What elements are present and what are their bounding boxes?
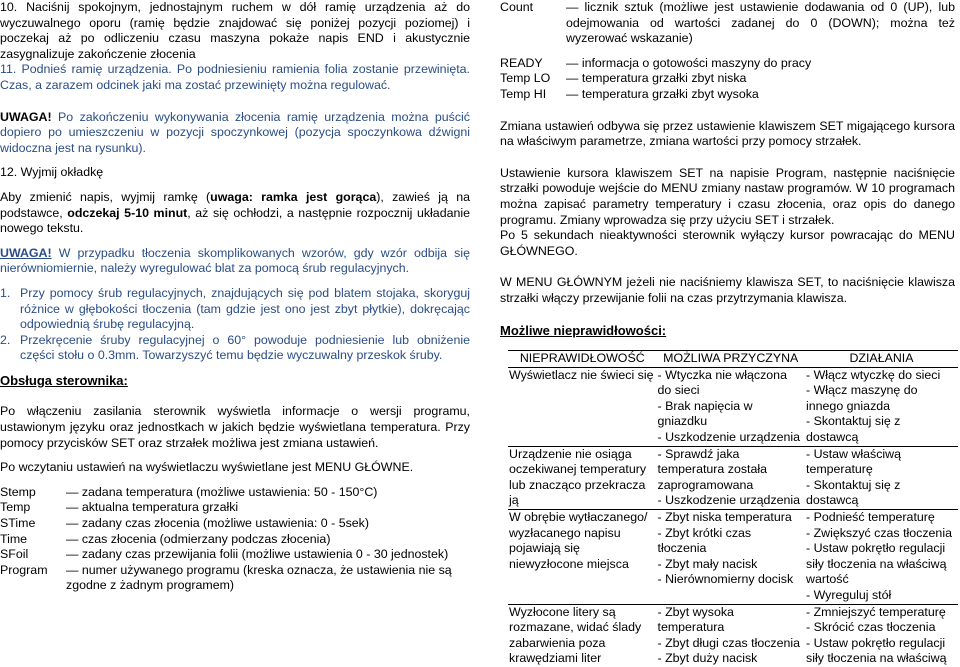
table-row: [508, 367, 958, 446]
param-key: Temp: [0, 500, 31, 515]
param-key: Stemp: [0, 484, 36, 499]
main-menu-text: W MENU GŁÓWNYM jeżeli nie naciśniemy klawisza SET, to naciśnięcie klawisza strzałki włączy przewijanie folii na czas przytrzymania klawisza.: [500, 275, 955, 305]
text-fragment: , aż się ochłodzi, a następnie rozpocznij układanie nowego tekstu.: [0, 205, 471, 236]
column-header: NIEPRAWIDŁOWOŚĆ: [508, 351, 657, 368]
column-header: DZIAŁANIA: [805, 351, 958, 368]
section-heading: Obsługa sterownika:: [0, 372, 128, 388]
timeout-text: Po 5 sekundach nieaktywności sterownik wyłączy kursor powracając do MENU GŁÓWNEGO.: [500, 228, 955, 258]
cell-line: - Uszkodzenie urządzenia: [657, 430, 801, 445]
table-cell-cause: [657, 446, 806, 509]
param-key: Program: [0, 562, 48, 577]
status-key: READY: [500, 55, 543, 70]
param-desc: — licznik sztuk (możliwe jest ustawienie dodawania od 0 (UP), lub odejmowania od wartości zadanej do 0 (DOWN); można też wyzerować wskazanie): [566, 0, 955, 46]
cell-line: - Ustaw pokrętło regulacji siły tłoczenia na właściwą wartość: [806, 541, 947, 587]
status-key: Temp LO: [500, 71, 551, 86]
table-cell-action: [805, 510, 958, 605]
cell-line: - Ustaw właściwą temperaturę: [806, 446, 902, 477]
text-fragment: ), zawieś ją na podstawce,: [0, 189, 471, 220]
table-cell-cause: [657, 510, 806, 605]
table-body: [508, 367, 958, 667]
step-12-text: [0, 190, 470, 237]
cell-line: W obrębie wytłaczanego/ wyzłacanego napisu pojawiają się niewyzłocone miejsca: [509, 510, 648, 571]
param-desc: — czas złocenia (odmierzany podczas złocenia): [66, 531, 331, 546]
cell-line: - Skrócić czas tłoczenia: [806, 620, 936, 635]
warning-text: W przypadku tłoczenia skomplikowanych wzorów, gdy wzór odbija się nierówniomiernie, należy wyregulować blat za pomocą śrub regulacyjnych.: [0, 245, 470, 276]
list-item: [0, 563, 470, 594]
table-header-row: [508, 351, 958, 368]
cell-line: - Zbyt niska temperatura: [657, 510, 792, 525]
list-item: [500, 56, 955, 72]
list-item: [500, 71, 955, 87]
param-key: SFoil: [0, 547, 29, 562]
table-cell-action: [805, 446, 958, 509]
cell-line: - Zbyt krótki czas tłoczenia: [657, 525, 752, 556]
bold-fragment: uwaga: ramka jest gorąca: [210, 189, 377, 204]
program-text: Ustawienie kursora klawiszem SET na napisie Program, następnie naciśnięcie strzałki powoduje wejście do MENU zmiany nastaw programów. W 10 programach można zapisać parametry temperatury i czasu złocenia, oraz opis do danego programu. Zmiany wprowadza się przy użyciu SET i strzałek.: [500, 165, 955, 227]
param-desc: — aktualna temperatura grzałki: [66, 500, 239, 515]
cell-line: - Włącz maszynę do innego gniazda: [806, 383, 918, 413]
set-key-text: Zmiana ustawień odbywa się przez ustawienie klawiszem SET migającego kursora na właściwym parametrze, zmiana wartości przy pomocy strzałek.: [500, 118, 955, 149]
table-cell-problem: [508, 446, 657, 509]
table-cell-cause: [657, 367, 806, 446]
list-item: [0, 547, 470, 563]
list-item: [0, 286, 470, 333]
step-12-title: 12. Wyjmij okładkę: [0, 165, 104, 180]
settings-loaded-text: Po wczytaniu ustawień na wyświetlaczu wyświetlane jest MENU GŁÓWNE.: [0, 460, 414, 475]
section-heading: Możliwe nieprawidłowości:: [500, 322, 667, 338]
table-cell-action: [805, 367, 958, 446]
warning-text: Po zakończeniu wykonywania złocenia ramię urządzenia można puścić dopiero po umieszczeniu w pozycji spoczynkowej (pozycja spoczynkowa dźwigni widoczna jest na rysunku).: [0, 109, 470, 155]
list-text: Przy pomocy śrub regulacyjnych, znajdujących się pod blatem stojaka, skoryguj różnice w głębokości tłoczenia (tam gdzie jest ono jest zbyt płytkie), dokręcając odpowiednią śrubę regulacyjną.: [20, 285, 470, 332]
cell-line: - Zbyt mały nacisk: [657, 556, 758, 571]
adjust-list: [0, 286, 470, 364]
cell-line: - Wtyczka nie włączona do sieci: [657, 367, 787, 398]
list-item: [0, 516, 470, 532]
cell-line: - Zbyt duży nacisk: [657, 651, 758, 666]
list-item: [0, 333, 470, 364]
cell-line: - Zwiększyć czas tłoczenia: [806, 525, 952, 540]
status-desc: — informacja o gotowości maszyny do pracy: [566, 55, 812, 70]
cell-line: - Włącz wtyczkę do sieci: [806, 367, 941, 382]
cell-line: Wyświetlacz nie świeci się: [509, 367, 654, 382]
list-item: [0, 500, 470, 516]
cell-line: Urządzenie nie osiąga oczekiwanej temperatury lub znacząco przekracza ją: [509, 446, 647, 508]
table-cell-problem: [508, 510, 657, 605]
param-desc: — numer używanego programu (kreska oznacza, że ustawienia nie są zgodne z żadnym programem): [66, 562, 452, 593]
warning-label: UWAGA!: [0, 245, 52, 260]
list-item: [0, 485, 470, 501]
param-key: Count: [500, 0, 534, 14]
param-key: STime: [0, 516, 36, 531]
cell-line: - Zmniejszyć temperaturę: [806, 604, 946, 619]
table-cell-problem: [508, 367, 657, 446]
cell-line: - Podnieść temperaturę: [806, 510, 935, 525]
power-on-text: Po włączeniu zasilania sterownik wyświetla informacje o wersji programu, ustawionym języku oraz jednostkach w jakich będzie wyświetlana temperatura. Przy pomocy przycisków SET oraz strzałek możliwa jest zmiana ustawień.: [0, 404, 470, 450]
warning-1: [0, 110, 470, 157]
cell-line: - Ustaw pokrętło regulacji siły tłoczenia na właściwą: [806, 635, 947, 666]
column-header: MOŻLIWA PRZYCZYNA: [657, 351, 806, 368]
list-number: 2.: [0, 332, 11, 347]
status-key: Temp HI: [500, 86, 547, 101]
cell-line: - Nierównomierny docisk: [657, 572, 794, 587]
troubleshooting-table: [508, 350, 958, 667]
param-key: Time: [0, 531, 28, 546]
status-desc: — temperatura grzałki zbyt wysoka: [566, 86, 759, 101]
param-desc: — zadany czas przewijania folii (możliwe ustawienia 0 - 30 jednostek): [66, 547, 449, 562]
param-desc: — zadany czas złocenia (możliwe ustawienia: 0 - 5sek): [66, 516, 370, 531]
warning-2: [0, 246, 470, 277]
list-number: 1.: [0, 285, 11, 300]
left-column: [0, 0, 470, 594]
cell-line: - Uszkodzenie urządzenia: [657, 493, 801, 508]
cell-line: - Skontaktuj się z dostawcą: [806, 477, 901, 508]
param-desc: — zadana temperatura (możliwe ustawienia: 50 - 150°C): [66, 484, 378, 499]
cell-line: - Zbyt wysoka temperatura: [657, 604, 734, 635]
list-text: Przekręcenie śruby regulacyjnej o 60° powoduje podniesienie lub obniżenie części stołu o 0.3mm. Towarzyszyć temu będzie wyczuwalny przeskok śruby.: [20, 332, 470, 363]
cell-line: Wyzłocone litery są rozmazane, widać ślady zabarwienia poza krawędziami liter: [509, 604, 642, 666]
step-10: 10. Naciśnij spokojnym, jednostajnym ruchem w dół ramię urządzenia aż do wyczuwalnego oporu (ramię będzie znajdować się poniżej pozycji poziomej) i poczekaj aż po odliczeniu czasu maszyna pokaże napis END i akustycznie zasygnalizuje zakończenie złocenia: [0, 0, 470, 61]
list-item: [500, 0, 955, 47]
cell-line: - Sprawdź jaka temperatura została zaprogramowana: [657, 446, 768, 492]
status-list: [500, 56, 955, 103]
step-11: 11. Podnieś ramię urządzenia. Po podniesieniu ramienia folia zostanie przewinięta. Czas, a zarazem odcinek jaki ma zostać przewinięty można regulować.: [0, 62, 470, 92]
cell-line: - Wyreguluj stół: [806, 588, 892, 602]
bold-fragment: odczekaj 5-10 minut: [67, 205, 188, 220]
table-row: [508, 446, 958, 509]
cell-line: - Skontaktuj się z dostawcą: [806, 414, 901, 445]
parameter-list: [0, 485, 470, 594]
status-desc: — temperatura grzałki zbyt niska: [566, 71, 747, 86]
count-definition: [500, 0, 955, 47]
table-row: [508, 510, 958, 605]
cell-line: - Brak napięcia w gniazdku: [657, 398, 753, 429]
warning-label: UWAGA!: [0, 109, 52, 124]
list-item: [0, 532, 470, 548]
right-column: [500, 0, 955, 667]
cell-line: - Zbyt długi czas tłoczenia: [657, 635, 801, 650]
text-fragment: Aby zmienić napis, wyjmij ramkę (: [0, 189, 211, 204]
list-item: [500, 87, 955, 103]
